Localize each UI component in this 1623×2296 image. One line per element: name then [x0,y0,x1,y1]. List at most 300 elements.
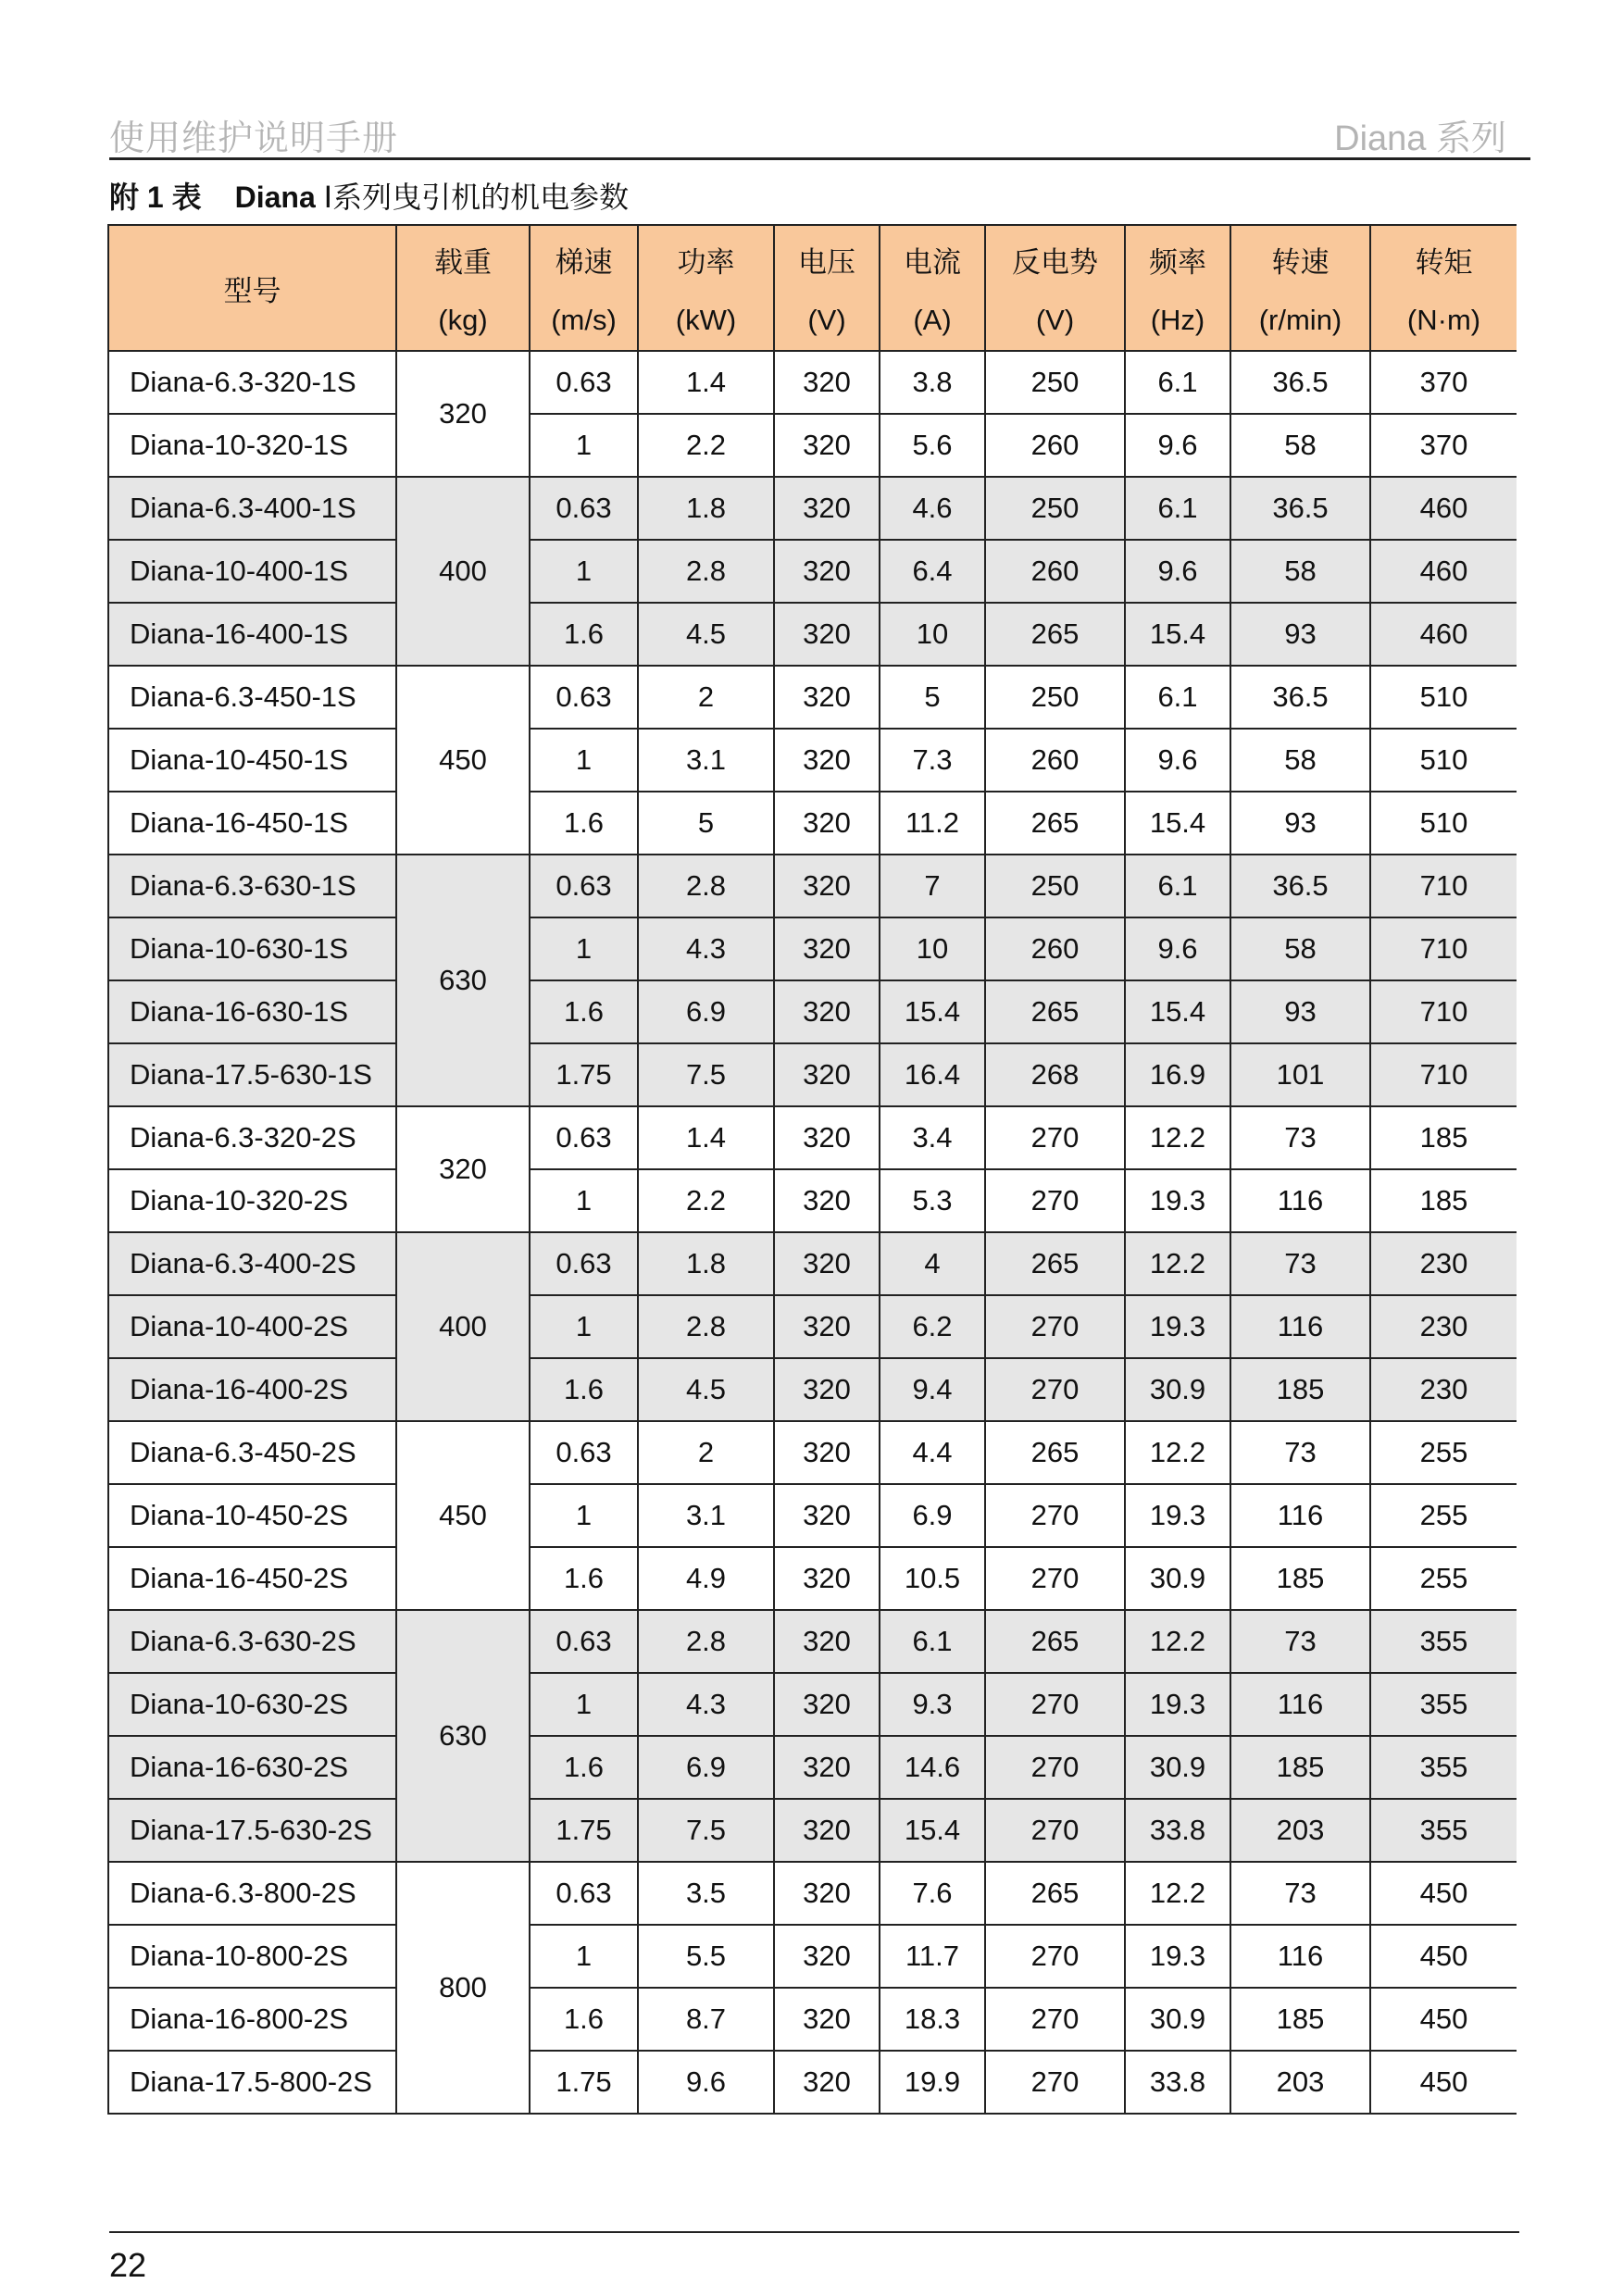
cell-torque: 710 [1370,917,1517,980]
cell-model: Diana-10-630-1S [108,917,396,980]
header-row-names [108,225,1517,290]
caption-title: 系列曳引机的机电参数 [332,181,630,214]
cell-voltage: 320 [774,603,880,666]
cell-back-emf: 250 [985,666,1125,729]
cell-power: 2.2 [638,414,774,477]
cell-rpm: 116 [1230,1295,1370,1358]
cell-rpm: 116 [1230,1673,1370,1736]
cell-torque: 230 [1370,1358,1517,1421]
cell-frequency: 19.3 [1125,1484,1230,1547]
cell-current: 3.8 [880,351,985,414]
cell-speed: 1 [530,1295,638,1358]
cell-back-emf: 250 [985,855,1125,917]
cell-frequency: 12.2 [1125,1610,1230,1673]
cell-torque: 450 [1370,2051,1517,2114]
cell-back-emf: 270 [985,1295,1125,1358]
cell-torque: 370 [1370,414,1517,477]
cell-frequency: 12.2 [1125,1232,1230,1295]
cell-current: 4.4 [880,1421,985,1484]
cell-model: Diana-10-320-2S [108,1169,396,1232]
header-model: 型号 [108,225,396,351]
cell-torque: 450 [1370,1988,1517,2051]
table-row [108,1484,1517,1547]
cell-speed: 1 [530,414,638,477]
cell-torque: 460 [1370,477,1517,540]
cell-torque: 255 [1370,1421,1517,1484]
cell-current: 15.4 [880,980,985,1043]
cell-rpm: 73 [1230,1421,1370,1484]
header-torque: 转矩 [1370,225,1517,290]
cell-power: 2.8 [638,1610,774,1673]
cell-voltage: 320 [774,855,880,917]
cell-frequency: 30.9 [1125,1547,1230,1610]
table-caption [109,174,629,217]
cell-model: Diana-17.5-630-1S [108,1043,396,1106]
cell-speed: 0.63 [530,1862,638,1925]
cell-current: 5 [880,666,985,729]
footer-divider [109,2231,1519,2233]
cell-speed: 1 [530,540,638,603]
cell-power: 7.5 [638,1043,774,1106]
cell-power: 2 [638,1421,774,1484]
cell-speed: 0.63 [530,855,638,917]
cell-voltage: 320 [774,1484,880,1547]
table-row [108,603,1517,666]
cell-current: 7 [880,855,985,917]
cell-rpm: 116 [1230,1169,1370,1232]
cell-rpm: 116 [1230,1925,1370,1988]
cell-frequency: 15.4 [1125,792,1230,855]
cell-back-emf: 270 [985,1925,1125,1988]
cell-torque: 370 [1370,351,1517,414]
cell-load: 320 [396,351,530,477]
cell-model: Diana-6.3-400-1S [108,477,396,540]
cell-current: 11.7 [880,1925,985,1988]
cell-back-emf: 270 [985,1484,1125,1547]
cell-speed: 0.63 [530,477,638,540]
cell-rpm: 73 [1230,1862,1370,1925]
unit-speed: (m/s) [530,290,638,351]
cell-current: 7.6 [880,1862,985,1925]
cell-rpm: 36.5 [1230,351,1370,414]
header-rpm: 转速 [1230,225,1370,290]
cell-power: 3.1 [638,1484,774,1547]
cell-rpm: 185 [1230,1736,1370,1799]
cell-voltage: 320 [774,1421,880,1484]
cell-voltage: 320 [774,1736,880,1799]
cell-speed: 1.75 [530,2051,638,2114]
cell-model: Diana-6.3-630-2S [108,1610,396,1673]
cell-model: Diana-6.3-400-2S [108,1232,396,1295]
header-voltage: 电压 [774,225,880,290]
cell-current: 7.3 [880,729,985,792]
cell-voltage: 320 [774,1862,880,1925]
cell-back-emf: 265 [985,792,1125,855]
cell-voltage: 320 [774,540,880,603]
cell-frequency: 9.6 [1125,729,1230,792]
cell-load: 630 [396,855,530,1106]
manual-title: 使用维护说明手册 [109,119,399,158]
table-row [108,1106,1517,1169]
cell-speed: 1 [530,917,638,980]
cell-power: 8.7 [638,1988,774,2051]
cell-frequency: 15.4 [1125,980,1230,1043]
cell-frequency: 19.3 [1125,1925,1230,1988]
cell-power: 1.4 [638,1106,774,1169]
table-row [108,917,1517,980]
cell-rpm: 73 [1230,1610,1370,1673]
cell-speed: 0.63 [530,1421,638,1484]
unit-torque: (N·m) [1370,290,1517,351]
cell-frequency: 30.9 [1125,1988,1230,2051]
cell-torque: 710 [1370,980,1517,1043]
cell-speed: 1.6 [530,603,638,666]
cell-back-emf: 250 [985,351,1125,414]
table-row [108,1547,1517,1610]
cell-speed: 1 [530,1169,638,1232]
cell-model: Diana-6.3-320-2S [108,1106,396,1169]
cell-model: Diana-16-450-1S [108,792,396,855]
cell-load: 400 [396,1232,530,1421]
cell-torque: 255 [1370,1484,1517,1547]
header-power: 功率 [638,225,774,290]
cell-rpm: 203 [1230,1799,1370,1862]
caption-label: 附 1 表 [109,181,202,214]
cell-frequency: 19.3 [1125,1673,1230,1736]
cell-back-emf: 270 [985,2051,1125,2114]
cell-current: 11.2 [880,792,985,855]
cell-voltage: 320 [774,1988,880,2051]
table-row [108,666,1517,729]
cell-voltage: 320 [774,2051,880,2114]
cell-power: 2.8 [638,1295,774,1358]
cell-rpm: 116 [1230,1484,1370,1547]
cell-speed: 1.6 [530,1736,638,1799]
cell-current: 15.4 [880,1799,985,1862]
cell-frequency: 30.9 [1125,1358,1230,1421]
cell-load: 630 [396,1610,530,1862]
cell-back-emf: 270 [985,1547,1125,1610]
table-row [108,1232,1517,1295]
cell-speed: 0.63 [530,1106,638,1169]
cell-current: 19.9 [880,2051,985,2114]
cell-rpm: 73 [1230,1106,1370,1169]
table-row [108,1862,1517,1925]
caption-roman: Ⅰ [323,181,333,214]
cell-voltage: 320 [774,1295,880,1358]
cell-speed: 1.6 [530,1358,638,1421]
cell-rpm: 93 [1230,792,1370,855]
cell-voltage: 320 [774,980,880,1043]
cell-frequency: 6.1 [1125,855,1230,917]
cell-back-emf: 270 [985,1736,1125,1799]
table-row [108,1988,1517,2051]
parameter-table [107,224,1517,2115]
cell-model: Diana-16-400-2S [108,1358,396,1421]
unit-rpm: (r/min) [1230,290,1370,351]
table-row [108,351,1517,414]
cell-rpm: 36.5 [1230,666,1370,729]
cell-back-emf: 265 [985,1610,1125,1673]
cell-back-emf: 265 [985,1862,1125,1925]
cell-back-emf: 265 [985,1421,1125,1484]
table-row [108,1169,1517,1232]
cell-speed: 1.6 [530,980,638,1043]
cell-model: Diana-16-450-2S [108,1547,396,1610]
cell-power: 1.4 [638,351,774,414]
cell-voltage: 320 [774,1232,880,1295]
cell-back-emf: 270 [985,1988,1125,2051]
cell-model: Diana-16-630-2S [108,1736,396,1799]
cell-model: Diana-6.3-450-2S [108,1421,396,1484]
cell-model: Diana-16-400-1S [108,603,396,666]
cell-model: Diana-17.5-800-2S [108,2051,396,2114]
cell-load: 450 [396,666,530,855]
cell-back-emf: 268 [985,1043,1125,1106]
cell-model: Diana-10-400-2S [108,1295,396,1358]
cell-torque: 230 [1370,1295,1517,1358]
cell-rpm: 58 [1230,917,1370,980]
cell-torque: 355 [1370,1610,1517,1673]
cell-speed: 1.6 [530,1988,638,2051]
cell-power: 3.5 [638,1862,774,1925]
cell-rpm: 185 [1230,1988,1370,2051]
table-row [108,1043,1517,1106]
unit-current: (A) [880,290,985,351]
cell-speed: 0.63 [530,1232,638,1295]
cell-rpm: 36.5 [1230,855,1370,917]
cell-rpm: 185 [1230,1358,1370,1421]
cell-voltage: 320 [774,729,880,792]
cell-frequency: 15.4 [1125,603,1230,666]
header-speed: 梯速 [530,225,638,290]
cell-frequency: 12.2 [1125,1862,1230,1925]
cell-torque: 355 [1370,1799,1517,1862]
cell-rpm: 58 [1230,414,1370,477]
cell-load: 320 [396,1106,530,1232]
cell-back-emf: 250 [985,477,1125,540]
cell-model: Diana-10-400-1S [108,540,396,603]
cell-load: 400 [396,477,530,666]
cell-frequency: 33.8 [1125,2051,1230,2114]
cell-voltage: 320 [774,1169,880,1232]
cell-torque: 460 [1370,603,1517,666]
cell-current: 9.3 [880,1673,985,1736]
cell-model: Diana-10-450-1S [108,729,396,792]
cell-back-emf: 260 [985,540,1125,603]
cell-torque: 710 [1370,855,1517,917]
cell-model: Diana-17.5-630-2S [108,1799,396,1862]
cell-power: 4.5 [638,1358,774,1421]
cell-voltage: 320 [774,1106,880,1169]
cell-power: 4.9 [638,1547,774,1610]
table-row [108,792,1517,855]
cell-frequency: 9.6 [1125,917,1230,980]
unit-load: (kg) [396,290,530,351]
caption-series: Diana [234,181,316,214]
cell-current: 6.2 [880,1295,985,1358]
table-row [108,540,1517,603]
table-row [108,1673,1517,1736]
unit-voltage: (V) [774,290,880,351]
cell-voltage: 320 [774,792,880,855]
cell-power: 5 [638,792,774,855]
cell-back-emf: 260 [985,917,1125,980]
cell-current: 5.6 [880,414,985,477]
cell-rpm: 203 [1230,2051,1370,2114]
table-row [108,2051,1517,2114]
cell-rpm: 101 [1230,1043,1370,1106]
table-row [108,729,1517,792]
table-row [108,1925,1517,1988]
cell-model: Diana-10-320-1S [108,414,396,477]
cell-power: 4.5 [638,603,774,666]
cell-power: 9.6 [638,2051,774,2114]
table-row [108,1736,1517,1799]
cell-back-emf: 270 [985,1169,1125,1232]
cell-load: 800 [396,1862,530,2114]
cell-current: 3.4 [880,1106,985,1169]
cell-voltage: 320 [774,1358,880,1421]
unit-frequency: (Hz) [1125,290,1230,351]
cell-speed: 1 [530,1484,638,1547]
cell-current: 5.3 [880,1169,985,1232]
cell-model: Diana-6.3-450-1S [108,666,396,729]
cell-speed: 0.63 [530,1610,638,1673]
cell-back-emf: 270 [985,1358,1125,1421]
cell-speed: 1 [530,1673,638,1736]
cell-voltage: 320 [774,1673,880,1736]
table-row [108,980,1517,1043]
cell-voltage: 320 [774,1799,880,1862]
cell-model: Diana-16-630-1S [108,980,396,1043]
table-row [108,1421,1517,1484]
cell-load: 450 [396,1421,530,1610]
cell-rpm: 36.5 [1230,477,1370,540]
cell-current: 4.6 [880,477,985,540]
cell-voltage: 320 [774,351,880,414]
cell-speed: 1 [530,1925,638,1988]
header-current: 电流 [880,225,985,290]
cell-power: 6.9 [638,1736,774,1799]
table-row [108,1358,1517,1421]
table-row [108,1799,1517,1862]
cell-back-emf: 265 [985,1232,1125,1295]
cell-voltage: 320 [774,666,880,729]
cell-back-emf: 270 [985,1673,1125,1736]
cell-voltage: 320 [774,1547,880,1610]
cell-voltage: 320 [774,1925,880,1988]
cell-current: 6.9 [880,1484,985,1547]
cell-speed: 1 [530,729,638,792]
cell-model: Diana-6.3-320-1S [108,351,396,414]
cell-model: Diana-10-800-2S [108,1925,396,1988]
cell-power: 6.9 [638,980,774,1043]
cell-power: 7.5 [638,1799,774,1862]
cell-frequency: 6.1 [1125,666,1230,729]
cell-power: 1.8 [638,477,774,540]
cell-model: Diana-10-450-2S [108,1484,396,1547]
cell-frequency: 19.3 [1125,1169,1230,1232]
cell-torque: 255 [1370,1547,1517,1610]
cell-model: Diana-6.3-630-1S [108,855,396,917]
cell-torque: 510 [1370,666,1517,729]
cell-frequency: 19.3 [1125,1295,1230,1358]
cell-current: 6.1 [880,1610,985,1673]
cell-torque: 510 [1370,792,1517,855]
series-name: Diana 系列 [1334,119,1506,158]
table-row [108,1610,1517,1673]
cell-power: 2 [638,666,774,729]
header-back-emf: 反电势 [985,225,1125,290]
cell-frequency: 30.9 [1125,1736,1230,1799]
cell-voltage: 320 [774,1043,880,1106]
header-divider [109,157,1530,160]
cell-current: 6.4 [880,540,985,603]
cell-current: 18.3 [880,1988,985,2051]
table-row [108,477,1517,540]
cell-rpm: 73 [1230,1232,1370,1295]
cell-rpm: 58 [1230,540,1370,603]
cell-power: 2.8 [638,540,774,603]
cell-frequency: 6.1 [1125,351,1230,414]
cell-voltage: 320 [774,917,880,980]
cell-back-emf: 260 [985,414,1125,477]
table-row [108,1295,1517,1358]
cell-back-emf: 270 [985,1106,1125,1169]
cell-torque: 185 [1370,1106,1517,1169]
cell-speed: 1.75 [530,1043,638,1106]
cell-current: 9.4 [880,1358,985,1421]
cell-speed: 1.75 [530,1799,638,1862]
cell-rpm: 58 [1230,729,1370,792]
cell-voltage: 320 [774,1610,880,1673]
cell-model: Diana-16-800-2S [108,1988,396,2051]
cell-torque: 355 [1370,1736,1517,1799]
cell-model: Diana-6.3-800-2S [108,1862,396,1925]
header-load: 载重 [396,225,530,290]
cell-speed: 0.63 [530,351,638,414]
cell-rpm: 93 [1230,603,1370,666]
cell-power: 4.3 [638,1673,774,1736]
cell-torque: 230 [1370,1232,1517,1295]
cell-back-emf: 270 [985,1799,1125,1862]
cell-torque: 460 [1370,540,1517,603]
table-row [108,414,1517,477]
cell-power: 5.5 [638,1925,774,1988]
cell-back-emf: 265 [985,980,1125,1043]
cell-frequency: 12.2 [1125,1421,1230,1484]
cell-power: 2.8 [638,855,774,917]
cell-speed: 0.63 [530,666,638,729]
cell-frequency: 16.9 [1125,1043,1230,1106]
cell-frequency: 9.6 [1125,414,1230,477]
cell-torque: 185 [1370,1169,1517,1232]
cell-back-emf: 260 [985,729,1125,792]
cell-back-emf: 265 [985,603,1125,666]
header-frequency: 频率 [1125,225,1230,290]
cell-frequency: 33.8 [1125,1799,1230,1862]
cell-power: 1.8 [638,1232,774,1295]
cell-rpm: 185 [1230,1547,1370,1610]
cell-rpm: 93 [1230,980,1370,1043]
cell-speed: 1.6 [530,1547,638,1610]
cell-voltage: 320 [774,477,880,540]
cell-torque: 450 [1370,1862,1517,1925]
cell-torque: 450 [1370,1925,1517,1988]
cell-torque: 710 [1370,1043,1517,1106]
cell-speed: 1.6 [530,792,638,855]
